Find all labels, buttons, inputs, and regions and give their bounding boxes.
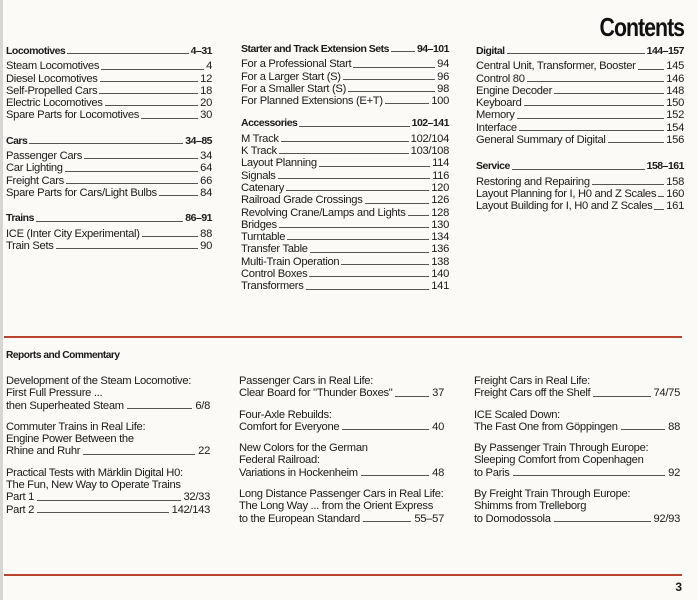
- report-page: 142/143: [171, 503, 210, 516]
- toc-item-label: For Planned Extensions (E+T): [241, 95, 383, 108]
- leader-line: [67, 53, 188, 54]
- report-line: Passenger Cars in Real Life:: [239, 375, 374, 387]
- toc-item-page: 152: [666, 109, 684, 122]
- toc-item-page: 103/108: [410, 145, 449, 158]
- toc-section-cars: [6, 135, 212, 199]
- section-pages: 86–91: [185, 212, 212, 225]
- toc-item-label: Control 80: [476, 72, 525, 85]
- section-heading: Digital: [476, 45, 505, 57]
- report-entry: [474, 409, 680, 434]
- page-title: Contents: [599, 12, 684, 42]
- report-line: ICE Scaled Down:: [474, 408, 560, 421]
- leader-line: [554, 521, 651, 522]
- report-line: Freight Cars in Real Life:: [474, 375, 590, 387]
- report-line: Rhine and Ruhr: [6, 445, 81, 458]
- toc-item-page: 161: [666, 200, 684, 213]
- toc-item-page: 138: [431, 255, 449, 268]
- leader-line: [65, 171, 198, 172]
- toc-item-label: Self-Propelled Cars: [6, 84, 98, 97]
- section-pages: 144–157: [646, 45, 684, 57]
- leader-line: [654, 209, 664, 210]
- page-edge: [0, 0, 3, 600]
- leader-line: [638, 69, 665, 70]
- toc-item-page: 84: [200, 186, 212, 199]
- toc-item-label: Transformers: [241, 280, 304, 293]
- reports-column-1: [6, 375, 210, 525]
- leader-line: [348, 91, 435, 92]
- toc-item-page: 64: [200, 162, 212, 175]
- leader-line: [341, 264, 429, 265]
- toc-item-page: 128: [431, 206, 449, 219]
- leader-line: [507, 53, 645, 54]
- report-entry: [239, 409, 444, 434]
- leader-line: [527, 81, 665, 82]
- leader-line: [408, 215, 430, 216]
- leader-line: [306, 289, 430, 290]
- toc-item-label: Control Boxes: [241, 268, 308, 281]
- report-line: Practical Tests with Märklin Digital H0:: [6, 466, 183, 479]
- toc-item-label: General Summary of Digital: [476, 134, 606, 147]
- leader-line: [56, 248, 199, 249]
- toc-item-page: 141: [431, 280, 449, 293]
- leader-line: [391, 51, 415, 52]
- toc-item-page: 12: [200, 72, 212, 85]
- toc-item-page: 116: [432, 169, 449, 182]
- toc-section-starter-sets: [241, 43, 449, 107]
- report-line: Shimms from Trelleborg: [474, 500, 587, 513]
- toc-item-label: Interface: [476, 121, 517, 134]
- section-heading: Trains: [6, 212, 34, 225]
- toc-section-service: [476, 160, 684, 212]
- report-page: 92/93: [653, 512, 680, 525]
- report-page: 6/8: [195, 399, 210, 412]
- report-line: New Colors for the German: [239, 442, 368, 455]
- leader-line: [287, 239, 429, 240]
- section-heading: Starter and Track Extension Sets: [241, 43, 389, 55]
- toc-item-page: 134: [431, 231, 449, 244]
- report-entry: [6, 467, 210, 516]
- toc-item-label: K Track: [241, 145, 277, 158]
- leader-line: [286, 190, 429, 191]
- leader-line: [101, 69, 204, 70]
- report-line: Development of the Steam Locomotive:: [6, 375, 192, 387]
- leader-line: [159, 195, 198, 196]
- leader-line: [127, 408, 193, 409]
- report-page: 55–57: [414, 512, 444, 525]
- report-line: First Full Pressure ...: [6, 387, 103, 400]
- report-line: Commuter Trains in Real Life:: [6, 420, 146, 433]
- report-line: The Fast One from Göppingen: [474, 420, 618, 433]
- reports-column-3: [474, 375, 680, 534]
- section-heading: Cars: [6, 134, 28, 147]
- toc-item-label: Spare Parts for Cars/Light Bulbs: [6, 186, 157, 199]
- toc-item-page: 90: [200, 239, 212, 252]
- report-line: Engine Power Between the: [6, 433, 134, 446]
- divider-rule-bottom: [4, 574, 682, 576]
- section-pages: 4–31: [190, 45, 212, 57]
- report-line: Freight Cars off the Shelf: [474, 387, 591, 400]
- leader-line: [105, 105, 199, 106]
- toc-section-accessories: [241, 117, 449, 292]
- toc-item-label: Steam Locomotives: [6, 60, 100, 73]
- toc-section-trains: [6, 212, 212, 252]
- toc-item-label: Layout Building for I, H0 and Z Scales: [476, 200, 653, 213]
- report-line: The Fun, New Way to Operate Trains: [6, 479, 181, 492]
- toc-item-page: 30: [200, 109, 212, 122]
- toc-item-page: 158: [666, 175, 684, 188]
- leader-line: [319, 166, 430, 167]
- leader-line: [658, 196, 664, 197]
- leader-line: [100, 81, 199, 82]
- report-line: Sleeping Comfort from Copenhagen: [474, 454, 644, 467]
- report-line: Clear Board for "Thunder Boxes": [239, 387, 393, 400]
- toc-item-label: Restoring and Repairing: [476, 175, 590, 188]
- toc-column-2: [241, 43, 449, 302]
- report-line: to Domodossola: [474, 512, 551, 525]
- section-heading: Accessories: [241, 117, 298, 130]
- toc-item-label: Keyboard: [476, 97, 522, 110]
- toc-item-page: 102/104: [410, 132, 449, 145]
- report-entry: [239, 375, 444, 400]
- toc-item-page: 66: [200, 174, 212, 187]
- toc-item-label: Layout Planning for I, H0 and Z Scales: [476, 187, 657, 200]
- toc-item-page: 120: [431, 181, 449, 194]
- leader-line: [592, 184, 664, 185]
- report-page: 48: [432, 466, 444, 479]
- leader-line: [608, 142, 665, 143]
- section-heading: Locomotives: [6, 45, 66, 57]
- report-entry: [6, 375, 210, 412]
- toc-item-page: 160: [666, 187, 684, 200]
- toc-item-page: 34: [200, 150, 212, 163]
- report-line: Long Distance Passenger Cars in Real Life:: [239, 488, 444, 501]
- report-page: 40: [432, 420, 444, 433]
- toc-section-digital: [476, 45, 684, 146]
- leader-line: [279, 153, 409, 154]
- report-line: The Long Way ... from the Orient Express: [239, 500, 434, 513]
- toc-item-label: Layout Planning: [241, 157, 317, 170]
- leader-line: [37, 512, 169, 513]
- toc-item-page: 130: [431, 218, 449, 231]
- toc-item-page: 98: [437, 82, 449, 95]
- leader-line: [342, 429, 429, 430]
- leader-line: [299, 126, 409, 127]
- leader-line: [278, 178, 430, 179]
- section-pages: 34–85: [185, 134, 212, 147]
- report-line: Four-Axle Rebuilds:: [239, 408, 332, 421]
- toc-item-label: Catenary: [241, 181, 284, 194]
- leader-line: [279, 227, 429, 228]
- toc-item-page: 136: [431, 243, 449, 256]
- leader-line: [83, 454, 195, 455]
- toc-item-label: Signals: [241, 169, 276, 182]
- toc-item-label: Freight Cars: [6, 174, 64, 187]
- leader-line: [554, 93, 664, 94]
- toc-item-label: Transfer Table: [241, 243, 308, 256]
- toc-item-page: 140: [431, 268, 449, 281]
- toc-item-page: 94: [437, 58, 449, 71]
- leader-line: [365, 203, 430, 204]
- toc-item-page: 145: [666, 60, 684, 73]
- toc-item-page: 88: [200, 227, 212, 240]
- leader-line: [84, 158, 198, 159]
- toc-item-label: Engine Decoder: [476, 84, 553, 97]
- report-line: Variations in Hockenheim: [239, 466, 358, 479]
- toc-item-page: 100: [431, 95, 449, 108]
- leader-line: [343, 79, 435, 80]
- leader-line: [361, 475, 429, 476]
- report-entry: [474, 442, 680, 479]
- leader-line: [99, 93, 198, 94]
- report-line: Comfort for Everyone: [239, 420, 340, 433]
- toc-item-page: 148: [666, 84, 684, 97]
- report-entry: [239, 442, 444, 479]
- report-line: By Passenger Train Through Europe:: [474, 442, 649, 455]
- leader-line: [29, 143, 183, 144]
- report-line: Part 2: [6, 503, 35, 516]
- report-line: to Paris: [474, 466, 510, 479]
- toc-item-page: 20: [200, 97, 212, 110]
- leader-line: [513, 475, 666, 476]
- report-page: 92: [668, 466, 680, 479]
- leader-line: [385, 103, 429, 104]
- report-line: Part 1: [6, 491, 35, 504]
- toc-item-label: Memory: [476, 109, 515, 122]
- leader-line: [512, 169, 645, 170]
- toc-item-label: Central Unit, Transformer, Booster: [476, 60, 636, 73]
- toc-item-label: Turntable: [241, 231, 286, 244]
- leader-line: [363, 521, 411, 522]
- leader-line: [66, 183, 198, 184]
- leader-line: [142, 236, 198, 237]
- divider-rule-top: [4, 336, 682, 338]
- toc-item-label: Railroad Grade Crossings: [241, 194, 363, 207]
- toc-item-label: Train Sets: [6, 239, 54, 252]
- toc-item-page: 114: [432, 157, 449, 170]
- report-entry: [239, 488, 444, 525]
- toc-item-label: Revolving Crane/Lamps and Lights: [241, 206, 406, 219]
- leader-line: [353, 67, 435, 68]
- report-page: 22: [198, 445, 210, 458]
- report-page: 37: [432, 387, 444, 400]
- report-line: By Freight Train Through Europe:: [474, 488, 631, 501]
- report-line: Federal Railroad:: [239, 454, 320, 467]
- toc-item-label: For a Professional Start: [241, 58, 352, 71]
- toc-item-label: For a Smaller Start (S): [241, 82, 346, 95]
- page-number: 3: [675, 580, 682, 594]
- section-pages: 158–161: [646, 160, 684, 173]
- report-page: 74/75: [653, 387, 680, 400]
- section-pages: 94–101: [416, 43, 449, 55]
- reports-heading: Reports and Commentary: [6, 350, 120, 361]
- toc-item-page: 18: [200, 84, 212, 97]
- report-entry: [474, 375, 680, 400]
- toc-column-1: [6, 45, 212, 261]
- reports-column-2: [239, 375, 444, 534]
- report-entry: [6, 421, 210, 458]
- report-page: 32/33: [183, 491, 210, 504]
- toc-item-page: 154: [666, 121, 684, 134]
- leader-line: [621, 429, 666, 430]
- toc-item-page: 146: [666, 72, 684, 85]
- leader-line: [36, 221, 183, 222]
- section-pages: 102–141: [411, 117, 449, 130]
- toc-item-page: 150: [666, 97, 684, 110]
- leader-line: [395, 396, 429, 397]
- toc-item-label: ICE (Inter City Experimental): [6, 227, 140, 240]
- toc-item-page: 4: [206, 60, 212, 73]
- leader-line: [141, 118, 198, 119]
- report-line: to the European Standard: [239, 512, 360, 525]
- leader-line: [593, 396, 650, 397]
- toc-column-3: [476, 45, 684, 222]
- leader-line: [524, 105, 665, 106]
- section-heading: Service: [476, 160, 510, 173]
- toc-item-page: 156: [666, 134, 684, 147]
- toc-item-label: Bridges: [241, 218, 277, 231]
- report-page: 88: [668, 420, 680, 433]
- leader-line: [517, 118, 665, 119]
- toc-item-label: Multi-Train Operation: [241, 255, 340, 268]
- toc-item-label: Spare Parts for Locomotives: [6, 109, 140, 122]
- report-line: then Superheated Steam: [6, 399, 124, 412]
- leader-line: [310, 252, 430, 253]
- leader-line: [519, 130, 664, 131]
- leader-line: [37, 500, 180, 501]
- toc-item-page: 96: [437, 70, 449, 83]
- toc-section-locomotives: [6, 45, 212, 122]
- toc-item-label: Passenger Cars: [6, 150, 83, 163]
- toc-item-label: Diesel Locomotives: [6, 72, 98, 85]
- toc-item-label: Car Lighting: [6, 162, 63, 175]
- leader-line: [309, 276, 429, 277]
- toc-item-label: For a Larger Start (S): [241, 70, 341, 83]
- toc-item-label: M Track: [241, 132, 279, 145]
- toc-item-label: Electric Locomotives: [6, 97, 103, 110]
- report-entry: [474, 488, 680, 525]
- toc-item-page: 126: [431, 194, 449, 207]
- leader-line: [281, 141, 409, 142]
